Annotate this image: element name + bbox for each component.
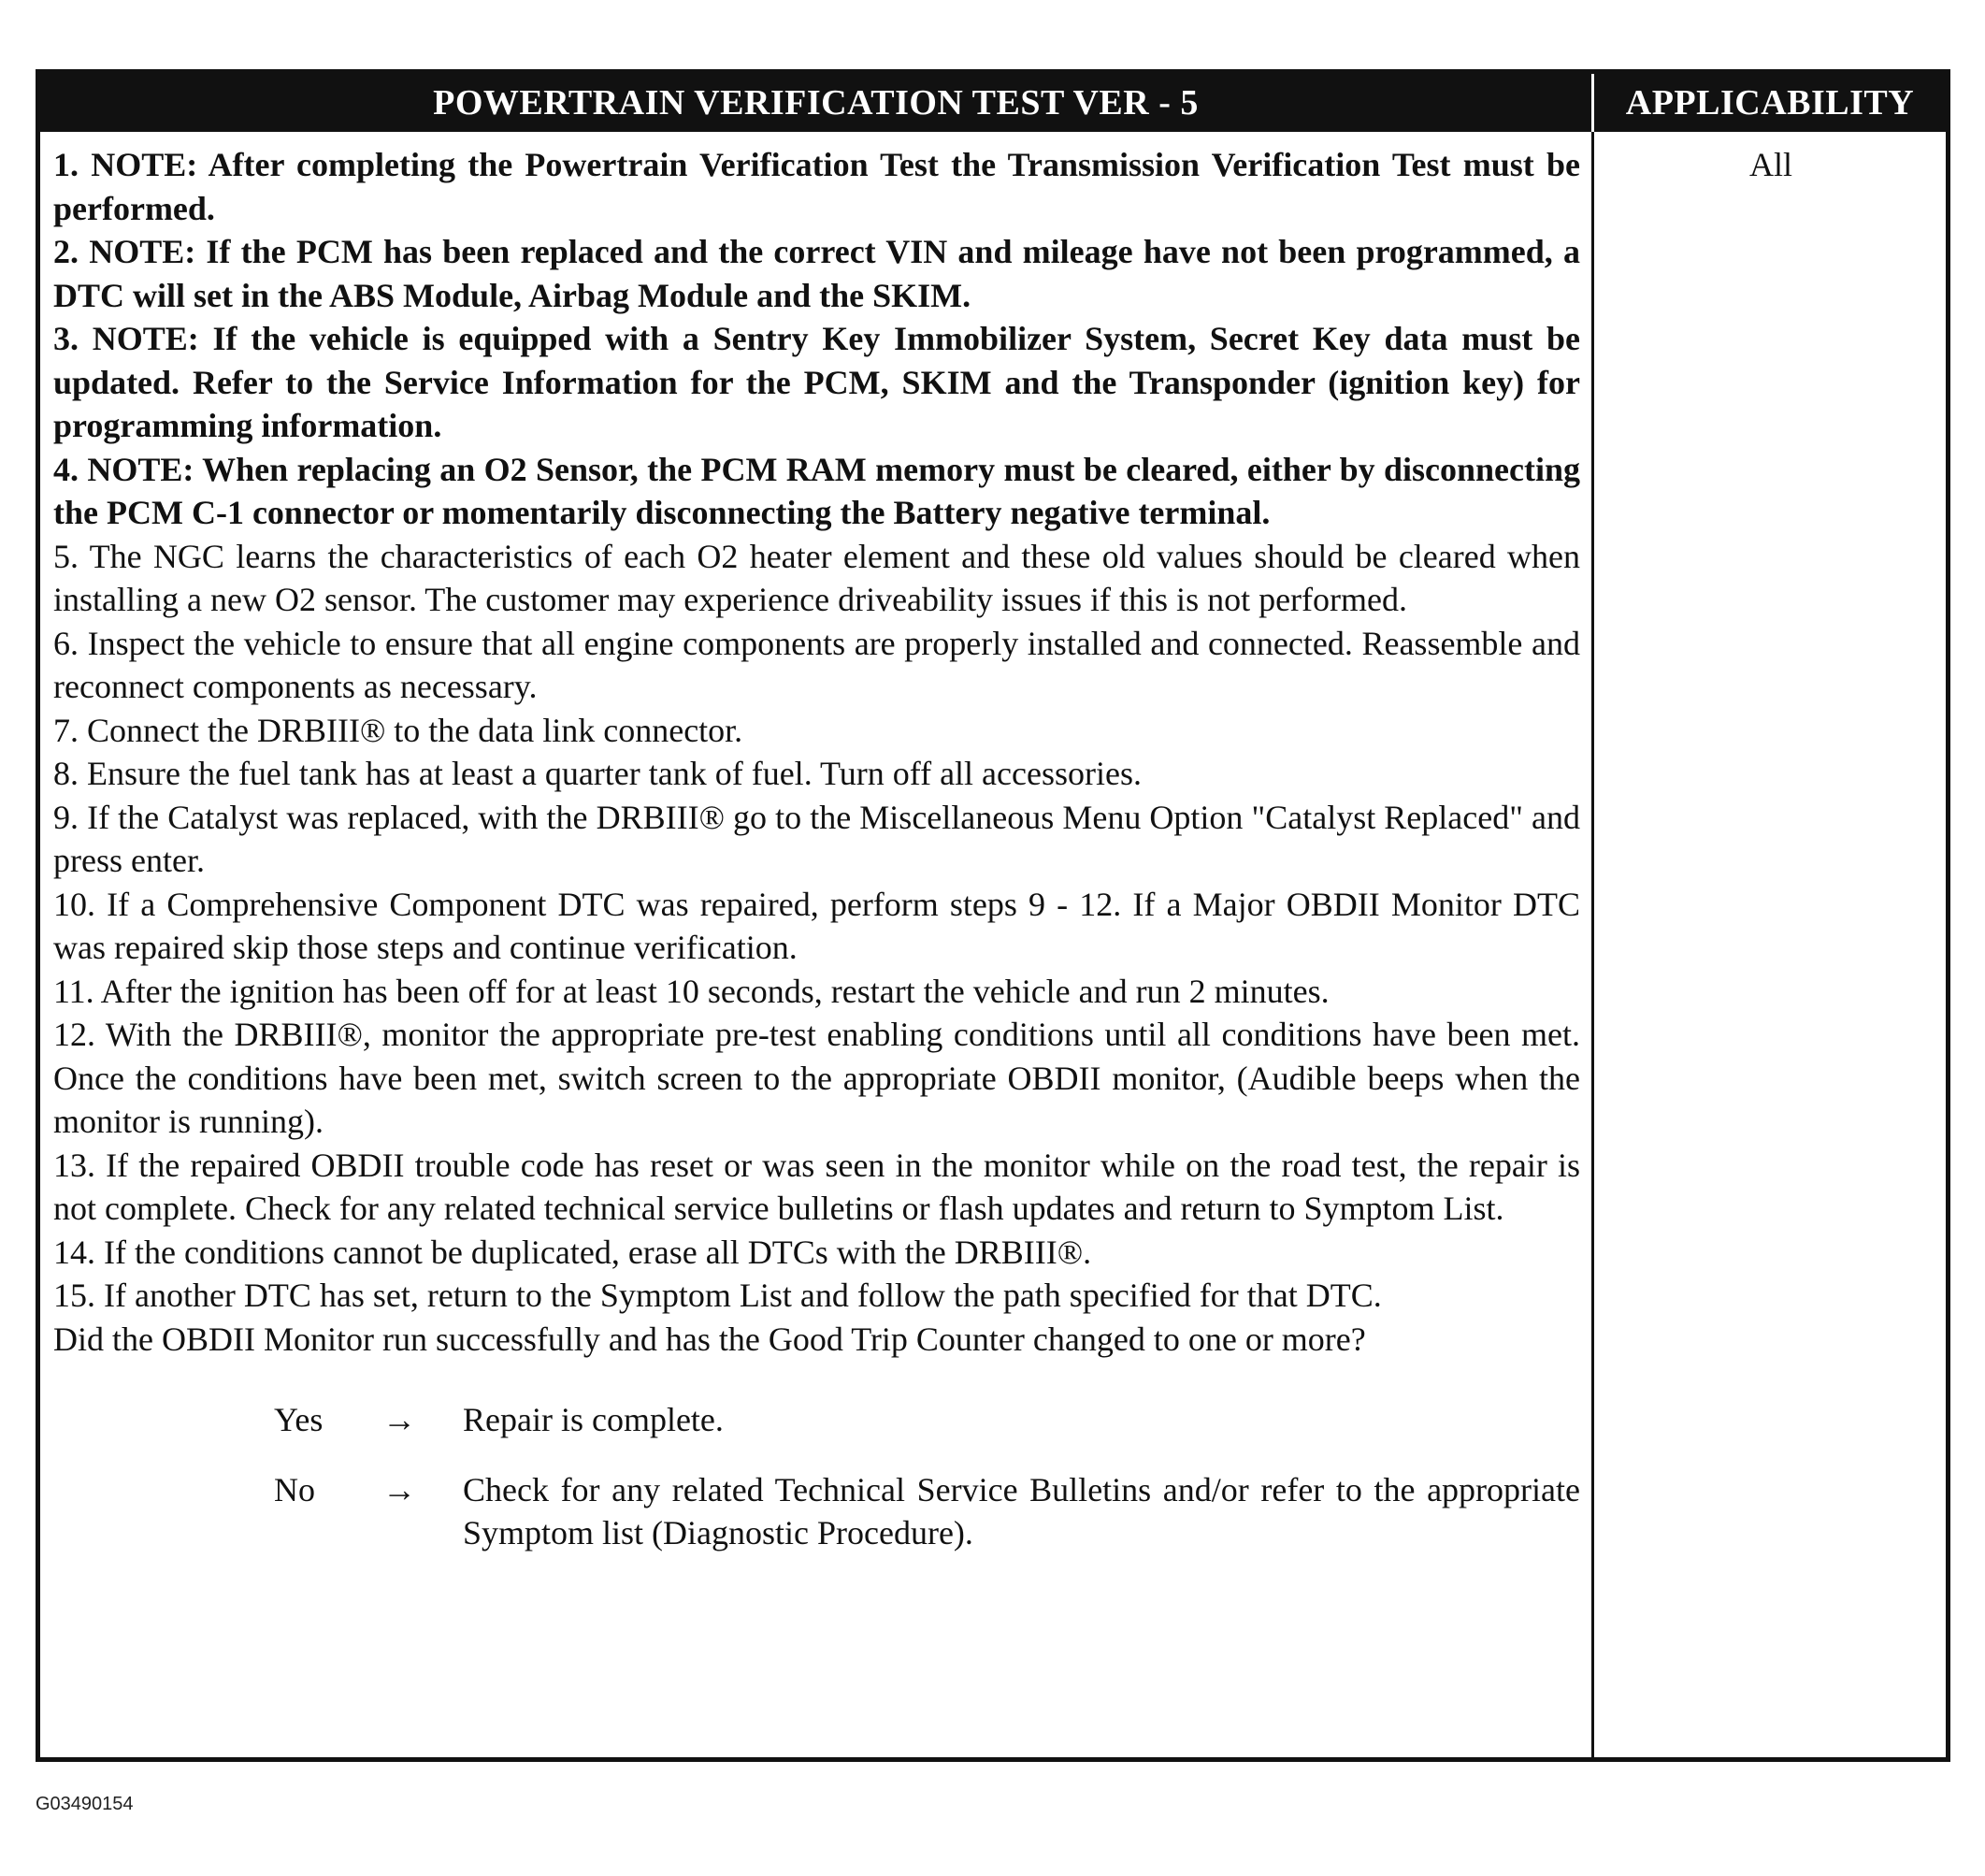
step-paragraph: 7. Connect the DRBIII® to the data link connector. — [53, 711, 743, 749]
table-title: POWERTRAIN VERIFICATION TEST VER - 5 — [40, 74, 1594, 132]
step-paragraph: 15. If another DTC has set, return to the Symptom List and follow the path specified for that DTC. — [53, 1277, 1382, 1314]
answer-row — [53, 1398, 1580, 1442]
step-paragraph: Did the OBDII Monitor run successfully and has the Good Trip Counter changed to one or more? — [53, 1320, 1366, 1358]
step-paragraph: 14. If the conditions cannot be duplicated, erase all DTCs with the DRBIII®. — [53, 1233, 1092, 1271]
step-paragraph: 3. NOTE: If the vehicle is equipped with a Sentry Key Immobilizer System, Secret Key data must be updated. Refer to the Service Information for the PCM, SKIM and the Transponder (ignition key) for programming information. — [53, 320, 1580, 444]
answer-list — [53, 1398, 1580, 1555]
step-paragraph: 1. NOTE: After completing the Powertrain Verification Test the Transmission Verification Test must be performed. — [53, 146, 1580, 227]
step-paragraph: 10. If a Comprehensive Component DTC was repaired, perform steps 9 - 12. If a Major OBDII Monitor DTC was repaired skip those steps and continue verification. — [53, 885, 1580, 966]
arrow-icon: → — [382, 1401, 416, 1438]
answer-text: Repair is complete. — [463, 1401, 724, 1438]
figure-id: G03490154 — [36, 1794, 134, 1814]
step-paragraph: 5. The NGC learns the characteristics of each O2 heater element and these old values should be cleared when installing a new O2 sensor. The customer may experience driveability issues if this is not performed. — [53, 537, 1580, 618]
procedure-cell — [40, 132, 1594, 1757]
step-list — [53, 143, 1580, 1361]
step-paragraph: 11. After the ignition has been off for at least 10 seconds, restart the vehicle and run 2 minutes. — [53, 972, 1330, 1010]
answer-label: No — [274, 1470, 315, 1508]
applicability-value: All — [1748, 146, 1792, 183]
answer-row — [53, 1468, 1580, 1555]
verification-table — [36, 69, 1950, 1762]
step-paragraph: 12. With the DRBIII®, monitor the appropriate pre-test enabling conditions until all conditions have been met. Once the conditions have been met, switch screen to the appropriate OBDII monitor, (Audible beeps when the monitor is running). — [53, 1016, 1580, 1140]
applicability-header: APPLICABILITY — [1594, 74, 1946, 132]
step-paragraph: 4. NOTE: When replacing an O2 Sensor, the PCM RAM memory must be cleared, either by disconnecting the PCM C-1 connector or momentarily disconnecting the Battery negative terminal. — [53, 450, 1580, 531]
step-paragraph: 9. If the Catalyst was replaced, with the DRBIII® go to the Miscellaneous Menu Option "Catalyst Replaced" and press enter. — [53, 798, 1580, 879]
step-paragraph: 13. If the repaired OBDII trouble code has reset or was seen in the monitor while on the road test, the repair is not complete. Check for any related technical service bulletins or flash updates and return to Symptom List. — [53, 1146, 1580, 1227]
step-paragraph: 8. Ensure the fuel tank has at least a quarter tank of fuel. Turn off all accessories. — [53, 755, 1142, 792]
applicability-cell — [1594, 132, 1946, 1757]
step-paragraph: 6. Inspect the vehicle to ensure that all engine components are properly installed and connected. Reassemble and reconnect components as necessary. — [53, 624, 1580, 705]
step-paragraph: 2. NOTE: If the PCM has been replaced and the correct VIN and mileage have not been programmed, a DTC will set in the ABS Module, Airbag Module and the SKIM. — [53, 233, 1580, 314]
answer-label: Yes — [274, 1401, 324, 1438]
arrow-icon: → — [382, 1470, 416, 1508]
answer-text: Check for any related Technical Service Bulletins and/or refer to the appropriate Symptom list (Diagnostic Procedure). — [463, 1470, 1580, 1551]
